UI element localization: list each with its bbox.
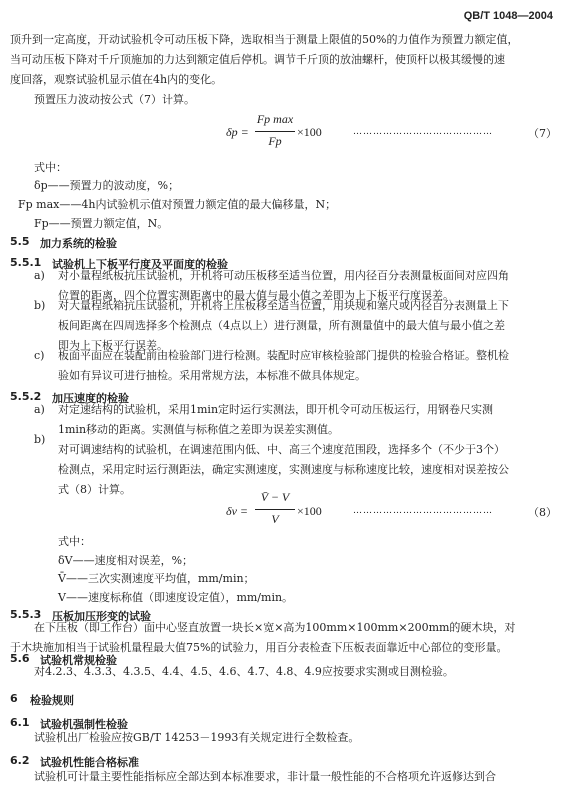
s552-b-letter: b)	[34, 433, 46, 446]
section-5-5-1-number: 5.5.1	[10, 256, 42, 269]
s56-line: 对4.2.3、4.3.3、4.3.5、4.4、4.5、4.6、4.7、4.8、4.9应按要求实测或目测检验。	[34, 665, 454, 678]
s552-a-line-2: 1min移动的距离。实测值与标称值之差即为误差实测值。	[58, 423, 340, 436]
s552-b-line-1: 对可调速结构的试验机，在调速范围内低、中、高三个速度范围段，选择多个（不少于3个）	[58, 443, 505, 456]
where-8-item-2: V̄——三次实测速度平均值，mm/min；	[58, 572, 255, 585]
section-5-5-1-title: 试验机上下板平行度及平面度的检验	[52, 258, 228, 271]
section-5-6-title: 试验机常规检验	[40, 654, 117, 667]
section-5-5-2-number: 5.5.2	[10, 390, 42, 403]
where-8-label: 式中：	[58, 535, 91, 548]
formula-7-lhs: δp =	[226, 125, 249, 139]
s551-c-line-2: 验如有异议可进行抽检。采用常规方法，本标准不做具体规定。	[58, 369, 366, 382]
s61-line: 试验机出厂检验应按GB/T 14253－1993有关规定进行全数检查。	[34, 731, 360, 744]
section-5-5-3-title: 压板加压形变的试验	[52, 610, 151, 623]
formula-7-leader-dots: ……………………………………	[353, 127, 493, 137]
where-7-item-2: Fp max——4h内试验机示值对预置力额定值的最大偏移量，N；	[18, 198, 337, 211]
where-8-item-3: V——速度标称值（即速度设定值），mm/min。	[58, 591, 294, 604]
s551-c-letter: c)	[34, 349, 45, 362]
s62-line: 试验机可计量主要性能指标应全部达到本标准要求，非计量一般性能的不合格项允许返修达到合	[34, 770, 496, 783]
formula-7-number: （7）	[528, 127, 557, 140]
intro-line-2: 当可动压板下降对千斤顶施加的力达到额定值后停机。调节千斤顶的放油螺杆，使顶杆以极其缓慢的速	[10, 53, 505, 66]
where-7-label: 式中：	[34, 161, 67, 174]
s551-b-line-2: 板间距离在四周选择多个检测点（4点以上）进行测量，所有测量值中的最大值与最小值之差	[58, 319, 505, 332]
s551-a-line-2: 位置的距离，四个位置实测距离中的最大值与最小值之差即为上下板平行度误差。	[58, 289, 454, 302]
section-5-5-3-number: 5.5.3	[10, 608, 42, 621]
formula-8-fraction-bar	[255, 509, 295, 510]
intro-line-3: 度回落，观察试验机显示值在4h内的变化。	[10, 73, 223, 86]
section-6-title: 检验规则	[30, 694, 74, 707]
s553-line-2: 于木块施加相当于试验机量程最大值75%的试验力，用百分表检查下压板表面靠近中心部位的变形量。	[10, 641, 508, 654]
formula-8-number: （8）	[528, 506, 557, 519]
intro-line-1: 顶升到一定高度，开动试验机令可动压板下降，选取相当于测量上限值的50%的力值作为预置力额定值，	[10, 33, 519, 46]
s551-a-line-1: 对小量程纸板抗压试验机，开机将可动压板移至适当位置，用内径百分表测量板面间对应四角	[58, 269, 509, 282]
formula-8-denominator: V	[271, 512, 279, 526]
where-7-item-3: Fp——预置力额定值，N。	[34, 217, 169, 230]
s551-b-line-1: 对大量程纸箱抗压试验机，开机将上压板移至适当位置，用块规和塞尺或内径百分表测量上下	[58, 299, 509, 312]
s553-line-1: 在下压板（即工作台）面中心竖直放置一块长×宽×高为100mm×100mm×200mm的硬木块，对	[34, 621, 516, 634]
intro-line-4: 预置压力波动按公式（7）计算。	[34, 93, 195, 106]
where-7-item-1: δp——预置力的波动度，%；	[34, 179, 180, 192]
section-6-2-title: 试验机性能合格标准	[40, 756, 139, 769]
where-8-item-1: δV——速度相对误差，%；	[58, 554, 194, 567]
standard-number: QB/T 1048—2004	[463, 10, 553, 22]
formula-7-fraction-bar	[255, 131, 295, 132]
section-6-1-number: 6.1	[10, 716, 30, 729]
formula-7-numerator: Fp max	[256, 112, 294, 126]
s551-c-line-1: 板面平面应在装配前由检验部门进行检测。装配时应审核检验部门提供的检验合格证。整机检	[58, 349, 509, 362]
section-5-5-2-title: 加压速度的检验	[52, 392, 129, 405]
formula-7-denominator: Fp	[268, 134, 282, 148]
s552-a-line-1: 对定速结构的试验机，采用1min定时运行实测法，即开机令可动压板运行，用钢卷尺实测	[58, 403, 494, 416]
s551-b-line-3: 即为上下板平行误差。	[58, 339, 168, 352]
formula-8-leader-dots: ……………………………………	[353, 506, 493, 516]
formula-8-numerator: V̄ − V	[260, 490, 290, 504]
s552-a-letter: a)	[34, 403, 45, 416]
s551-a-letter: a)	[34, 269, 45, 282]
s552-b-line-2: 检测点，采用定时运行测距法，确定实测速度，实测速度与标称速度比较，速度相对误差按公	[58, 463, 509, 476]
section-5-5-title: 加力系统的检验	[40, 237, 117, 250]
formula-8-lhs: δv =	[226, 504, 249, 518]
s552-b-line-3: 式（8）计算。	[58, 483, 131, 496]
section-5-5-number: 5.5	[10, 235, 30, 248]
section-6-2-number: 6.2	[10, 754, 30, 767]
section-6-1-title: 试验机强制性检验	[40, 718, 128, 731]
s551-b-letter: b)	[34, 299, 46, 312]
formula-7-tail: ×100	[297, 125, 322, 139]
section-5-6-number: 5.6	[10, 652, 30, 665]
section-6-number: 6	[10, 692, 18, 705]
formula-8-tail: ×100	[297, 504, 322, 518]
